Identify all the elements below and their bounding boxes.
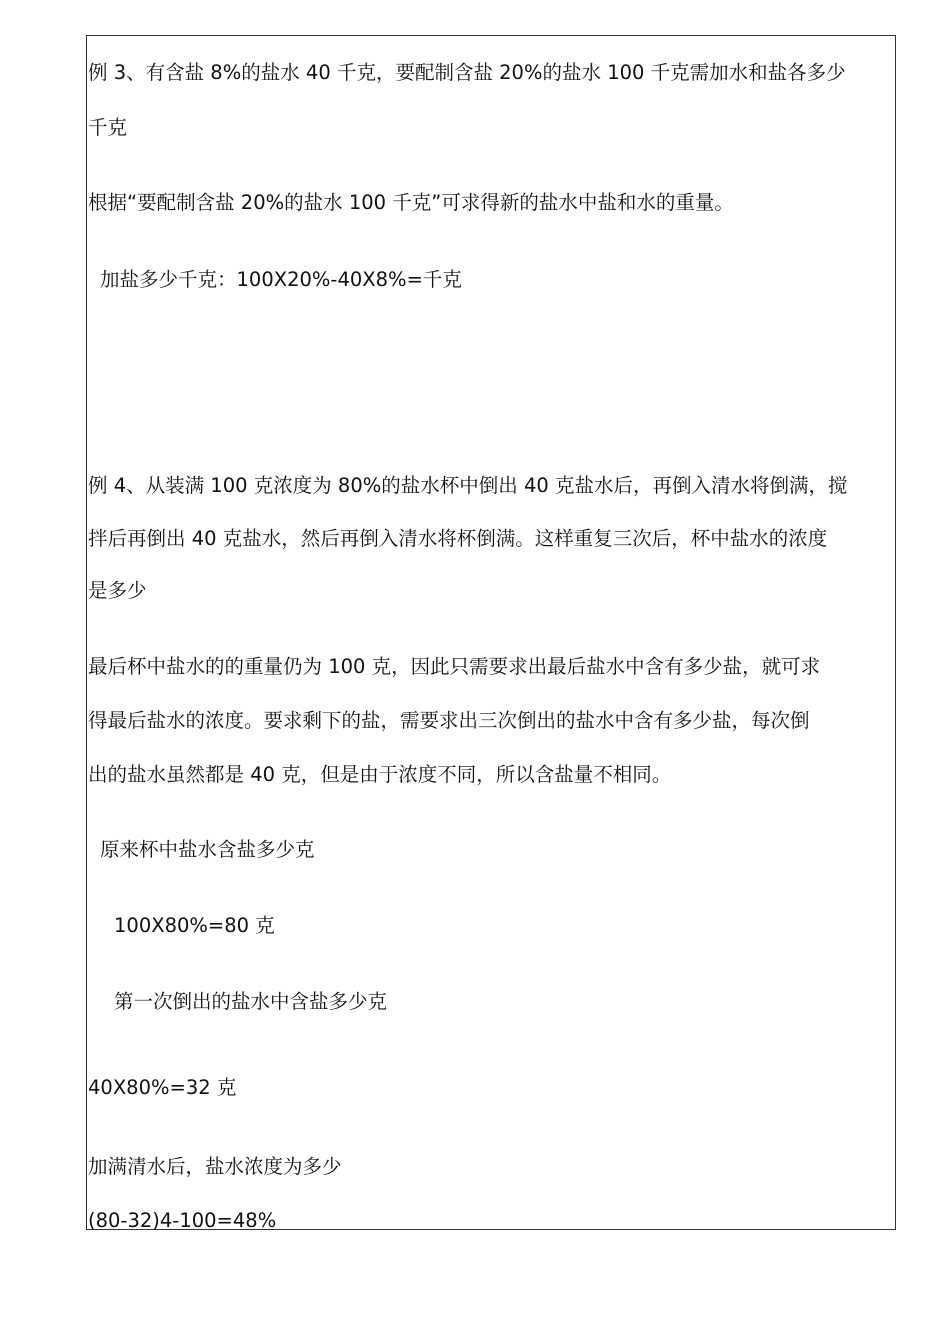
- first-pour-formula: 40X80%=32 克: [88, 1076, 237, 1099]
- example-3-question-line-2: 千克: [88, 116, 128, 139]
- concentration-question: 加满清水后，盐水浓度为多少: [88, 1155, 342, 1178]
- first-pour-question: 第一次倒出的盐水中含盐多少克: [114, 990, 388, 1013]
- concentration-formula: (80-32)4-100=48%: [88, 1209, 277, 1232]
- example-3-question-line-1: 例 3、有含盐 8%的盐水 40 千克，要配制含盐 20%的盐水 100 千克需加水和盐各多少: [88, 61, 846, 84]
- example-4-question-line-2: 拌后再倒出 40 克盐水，然后再倒入清水将杯倒满。这样重复三次后，杯中盐水的浓度: [88, 527, 828, 550]
- example-4-question-line-3: 是多少: [88, 579, 147, 602]
- document-frame: [86, 35, 896, 1230]
- example-4-analysis-line-1: 最后杯中盐水的的重量仍为 100 克，因此只需要求出最后盐水中含有多少盐，就可求: [88, 655, 821, 678]
- original-salt-question: 原来杯中盐水含盐多少克: [100, 838, 315, 861]
- example-3-analysis: 根据“要配制含盐 20%的盐水 100 千克”可求得新的盐水中盐和水的重量。: [88, 191, 734, 214]
- example-3-salt-formula: 加盐多少千克：100X20%-40X8%=千克: [100, 268, 462, 291]
- example-4-analysis-line-2: 得最后盐水的浓度。要求剩下的盐，需要求出三次倒出的盐水中含有多少盐，每次倒: [88, 709, 810, 732]
- original-salt-formula: 100X80%=80 克: [114, 914, 275, 937]
- example-4-question-line-1: 例 4、从装满 100 克浓度为 80%的盐水杯中倒出 40 克盐水后，再倒入清水将倒满，搅: [88, 474, 848, 497]
- example-4-analysis-line-3: 出的盐水虽然都是 40 克，但是由于浓度不同，所以含盐量不相同。: [88, 763, 672, 786]
